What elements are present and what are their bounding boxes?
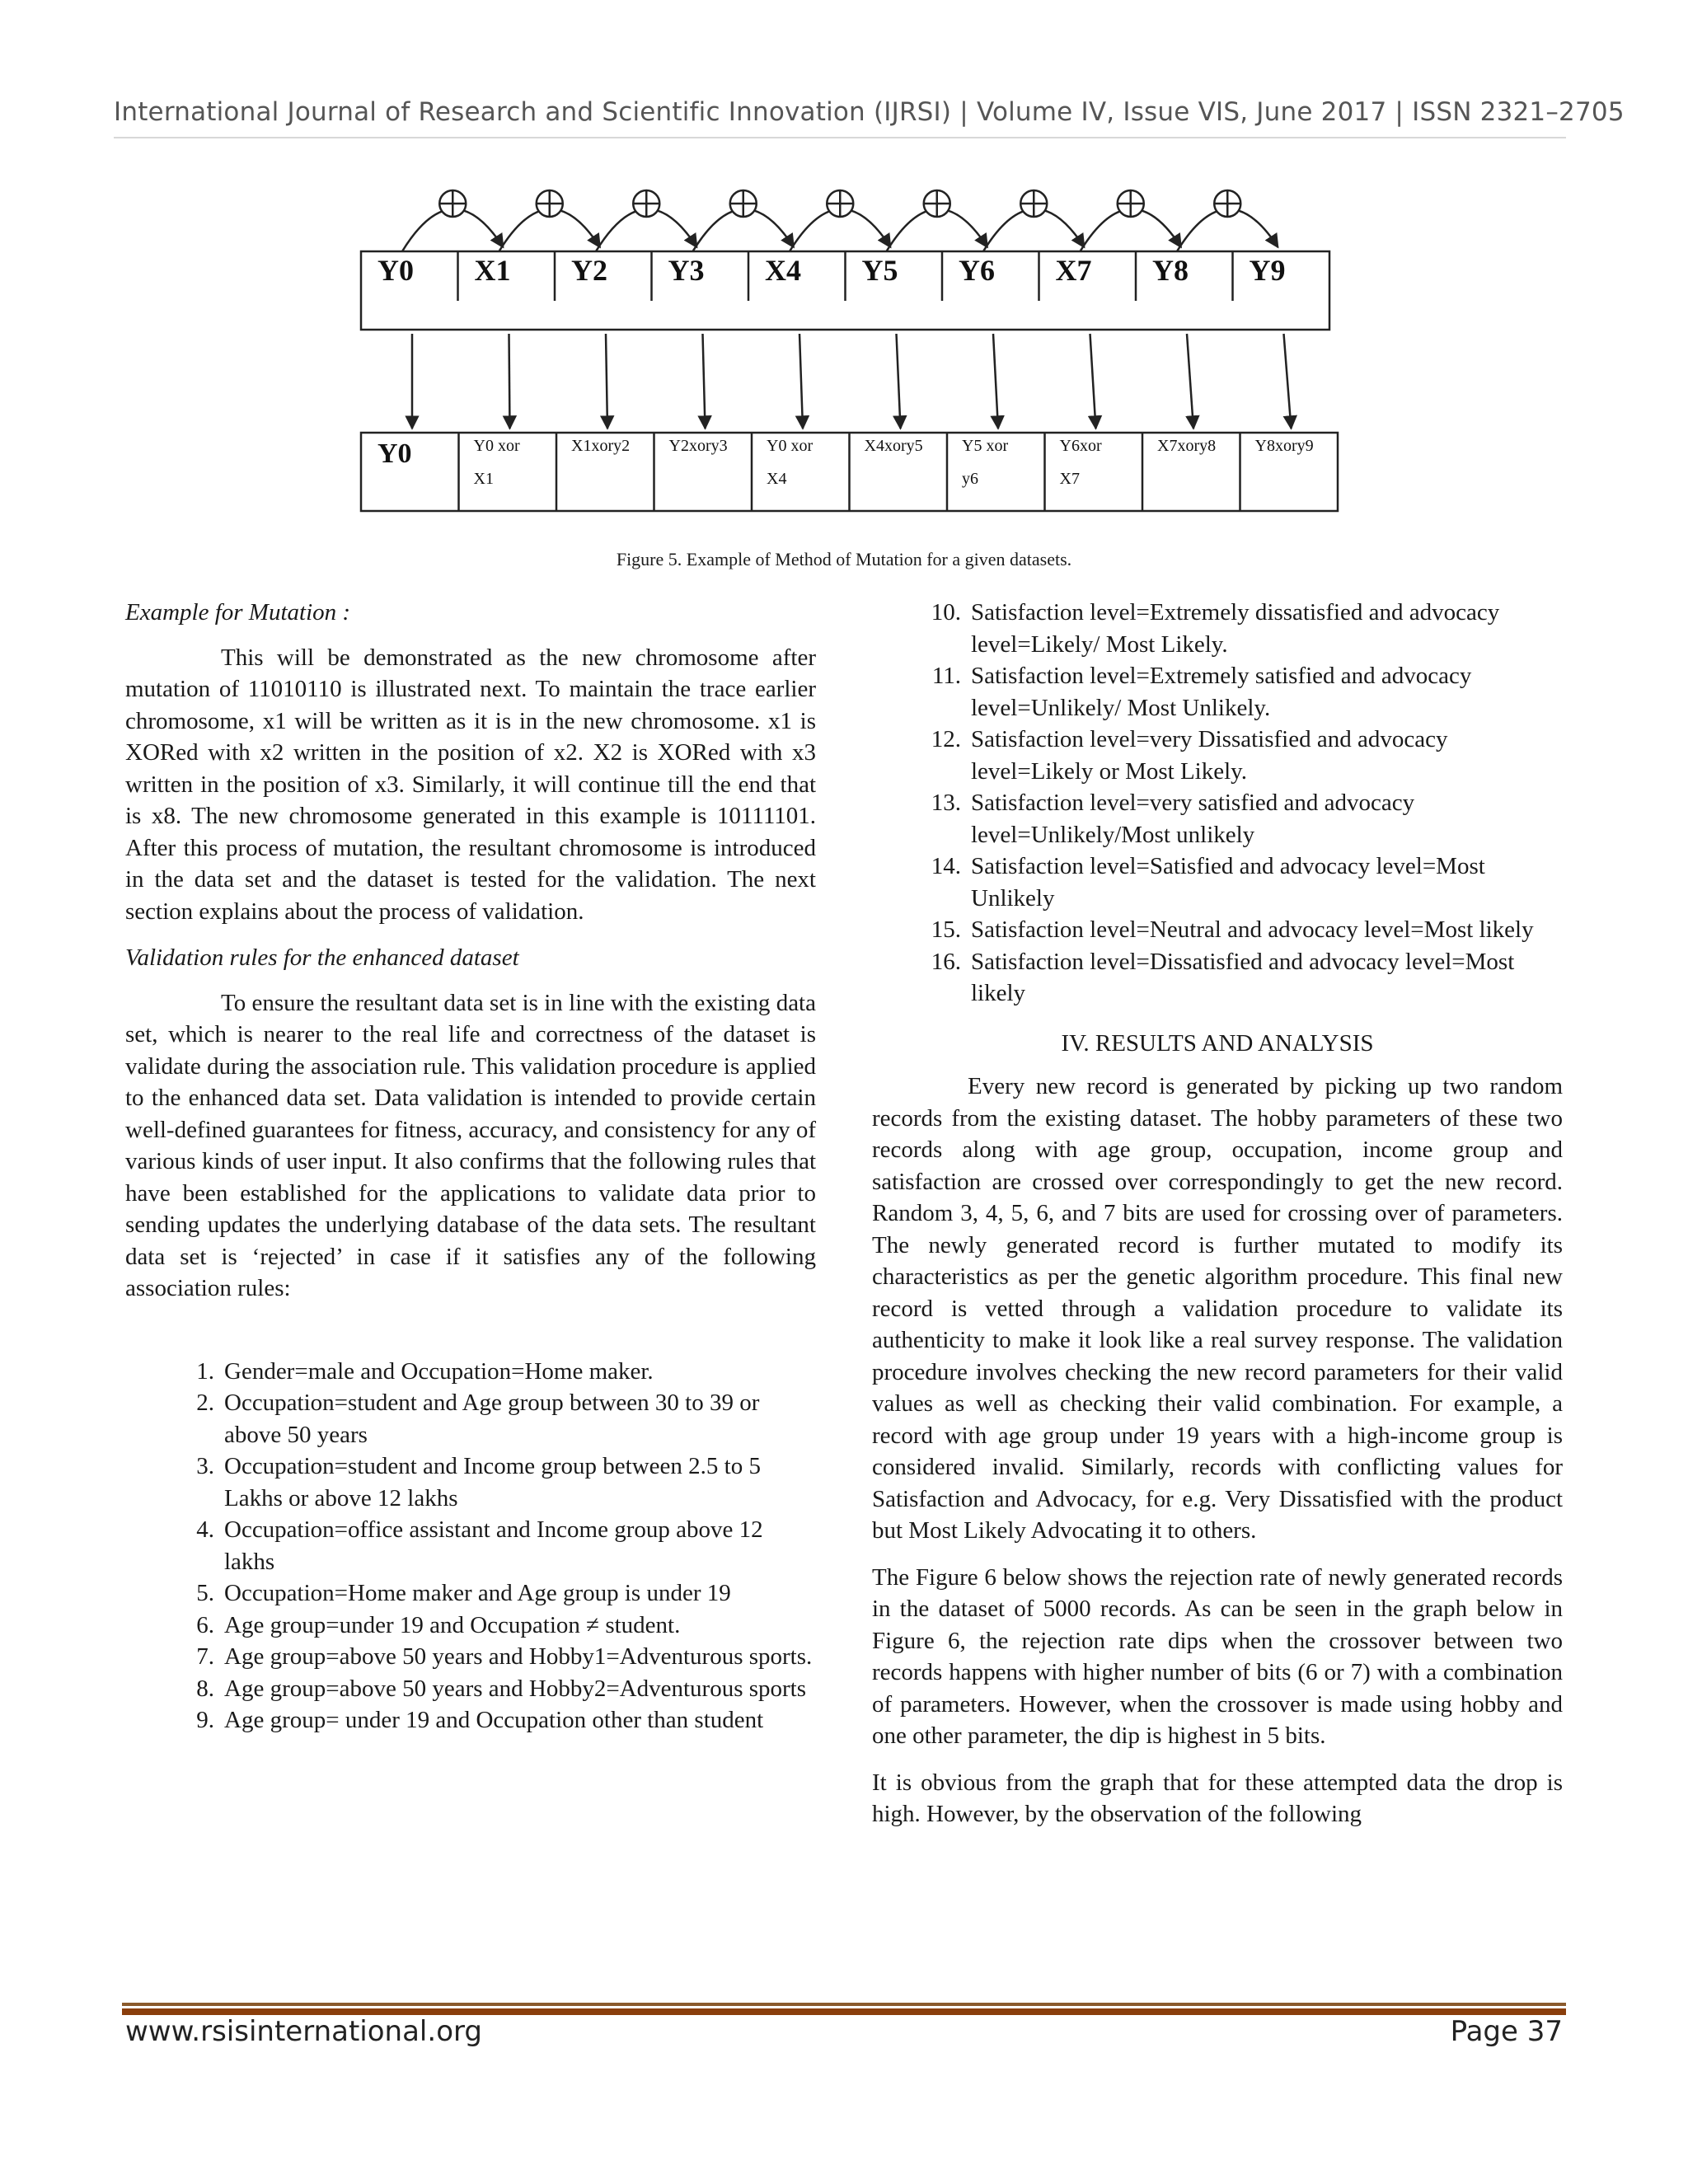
mutation-arrow <box>799 334 803 429</box>
mutation-arrow <box>1090 334 1096 429</box>
top-cell-label: Y9 <box>1249 254 1286 287</box>
rule-text: Age group= under 19 and Occupation other than student <box>224 1707 764 1733</box>
mutation-arrow <box>509 334 510 429</box>
mutation-arrow <box>1187 334 1193 429</box>
rule-number: 11. <box>931 663 961 689</box>
figure-caption: Figure 5. Example of Method of Mutation for a given datasets. <box>616 549 1072 569</box>
rule-text: Gender=male and Occupation=Home maker. <box>224 1357 654 1385</box>
rule-item <box>125 1610 816 1642</box>
rule-number: 9. <box>196 1707 214 1733</box>
page-number: Page 37 <box>1450 2015 1563 2048</box>
mutation-figure <box>354 173 1343 519</box>
left-column <box>125 597 816 1736</box>
results-paragraph-3: It is obvious from the graph that for these attempted data the drop is high. However, by the observation of the following <box>872 1769 1563 1827</box>
bottom-cell-label: Y2xory3 <box>668 437 728 455</box>
bottom-cell-label-line2: X4 <box>767 470 787 488</box>
footer-divider-top <box>122 2003 1566 2006</box>
rule-number: 8. <box>196 1675 214 1702</box>
validation-heading: Validation rules for the enhanced dataset <box>125 944 519 971</box>
mutation-arrow <box>606 334 607 429</box>
mutation-arrow <box>897 334 901 429</box>
rule-number: 16. <box>931 948 961 975</box>
rule-number: 3. <box>196 1453 214 1479</box>
rule-item <box>872 946 1563 1010</box>
rule-item <box>872 914 1563 946</box>
bottom-cell-label: Y0 xor <box>767 437 814 455</box>
rule-item <box>125 1673 816 1705</box>
rule-item <box>125 1641 816 1673</box>
bottom-cell-label-line2: X1 <box>473 470 494 488</box>
rule-number: 6. <box>196 1611 214 1638</box>
mutation-arrow <box>1284 334 1292 429</box>
rule-number: 2. <box>196 1390 214 1416</box>
section-heading: IV. RESULTS AND ANALYSIS <box>1061 1029 1374 1057</box>
mutation-arrow <box>993 334 998 429</box>
footer-url: www.rsisinternational.org <box>125 2015 482 2048</box>
rule-item <box>872 851 1563 914</box>
header-divider <box>114 137 1566 138</box>
rule-number: 1. <box>196 1357 214 1385</box>
rule-number: 14. <box>931 853 961 879</box>
bottom-cell-label: X1xory2 <box>571 437 631 455</box>
rule-text: Satisfaction level=Extremely satisfied and advocacy level=Unlikely/ Most Unlikely. <box>971 663 1472 721</box>
footer-divider-bottom <box>122 2008 1566 2015</box>
rule-number: 5. <box>196 1580 214 1606</box>
right-column <box>872 597 1563 1830</box>
top-cell-label: Y8 <box>1152 254 1189 287</box>
rule-item <box>872 660 1563 724</box>
rule-text: Age group=above 50 years and Hobby2=Adventurous sports <box>224 1675 807 1702</box>
rule-text: Occupation=student and Income group between 2.5 to 5 Lakhs or above 12 lakhs <box>224 1453 761 1511</box>
rules-list-left <box>125 1356 816 1736</box>
bottom-cell-label: Y8xory9 <box>1254 437 1314 455</box>
rule-number: 10. <box>931 599 961 626</box>
rule-text: Satisfaction level=very satisfied and advocacy level=Unlikely/Most unlikely <box>971 790 1415 848</box>
rule-item <box>125 1356 816 1388</box>
bottom-cell-label: Y0 <box>377 438 412 469</box>
rule-item <box>125 1577 816 1610</box>
rule-number: 4. <box>196 1516 214 1543</box>
rule-text: Satisfaction level=Extremely dissatisfied and advocacy level=Likely/ Most Likely. <box>971 599 1500 658</box>
example-paragraph: This will be demonstrated as the new chromosome after mutation of 11010110 is illustrated next. To maintain the trace earlier chromosome, x1 will be written as it is in the new chromosome. x1 is XORed with x2 written in the position of x2. X2 is XORed with x3 written in the position of x3. Similarly, it will continue till the end that is x8. The new chromosome generated in this example is 10111101. After this process of mutation, the resultant chromosome is introduced in the data set and the dataset is tested for the validation. The next section explains about the process of validation. <box>125 644 816 925</box>
rule-number: 7. <box>196 1643 214 1670</box>
top-cell-label: Y0 <box>377 254 414 287</box>
top-cell-label: X7 <box>1055 254 1092 287</box>
rule-text: Satisfaction level=very Dissatisfied and advocacy level=Likely or Most Likely. <box>971 726 1448 785</box>
top-cell-label: Y2 <box>571 254 607 287</box>
bottom-cell-label: X7xory8 <box>1157 437 1217 455</box>
rule-number: 13. <box>931 790 961 816</box>
rule-item <box>872 787 1563 851</box>
rule-item <box>125 1387 816 1451</box>
rule-text: Occupation=Home maker and Age group is under 19 <box>224 1580 731 1606</box>
mutation-arrow <box>703 334 706 429</box>
rule-number: 12. <box>931 726 961 752</box>
rule-text: Occupation=student and Age group between 30 to 39 or above 50 years <box>224 1390 760 1448</box>
mutation-diagram <box>354 173 1343 519</box>
rule-item <box>125 1514 816 1577</box>
rule-text: Age group=above 50 years and Hobby1=Adventurous sports. <box>224 1643 813 1670</box>
rules-list-right <box>872 597 1563 1010</box>
results-paragraph-1: Every new record is generated by picking up two random records from the existing dataset. The hobby parameters of these two records along with age group, occupation, income group and satisfaction are crossed over correspondingly to get the new record. Random 3, 4, 5, 6, and 7 bits are used for crossing over of parameters. The newly generated record is further mutated to modify its characteristics as per the genetic algorithm procedure. This final new record is vetted through a validation procedure to validate its authenticity to make it look like a real survey response. The validation procedure involves checking the new record parameters for their valid values as well as checking their valid combination. For example, a record with age group under 19 years with a high-income group is considered invalid. Similarly, records with conflicting values for Satisfaction and Advocacy, for e.g. Very Dissatisfied with the product but Most Likely Advocating it to others. <box>872 1073 1563 1544</box>
bottom-cell-label: X4xory5 <box>864 437 923 455</box>
top-cell-label: Y5 <box>861 254 898 287</box>
rule-text: Satisfaction level=Satisfied and advocacy level=Most Unlikely <box>971 853 1485 912</box>
running-header: International Journal of Research and Scientific Innovation (IJRSI) | Volume IV, Issue VIS, June 2017 | ISSN 2321–2705 <box>114 97 1625 127</box>
rule-number: 15. <box>931 916 961 943</box>
bottom-cell-label: Y6xor <box>1059 437 1102 455</box>
rule-text: Satisfaction level=Neutral and advocacy level=Most likely <box>971 916 1534 943</box>
bottom-cell-label-line2: X7 <box>1059 470 1080 488</box>
top-cell-label: Y3 <box>668 254 705 287</box>
validation-paragraph: To ensure the resultant data set is in line with the existing data set, which is nearer to the real life and correctness of the dataset is validate during the association rule. This validation procedure is applied to the enhanced data set. Data validation is intended to provide certain well-defined guarantees for fitness, accuracy, and consistency for any of various kinds of user input. It also confirms that the following rules that have been established for the applications to validate data prior to sending updates the underlying database of the data sets. The resultant data set is ‘rejected’ in case if it satisfies any of the following association rules: <box>125 989 816 1301</box>
top-cell-label: Y6 <box>959 254 995 287</box>
bottom-cell-label: Y5 xor <box>962 437 1009 455</box>
rule-item <box>872 597 1563 660</box>
rule-item <box>125 1704 816 1736</box>
example-heading: Example for Mutation : <box>125 599 351 626</box>
rule-item <box>125 1451 816 1514</box>
rule-text: Occupation=office assistant and Income group above 12 lakhs <box>224 1516 763 1575</box>
rule-item <box>872 724 1563 787</box>
bottom-cell-label: Y0 xor <box>473 437 520 455</box>
top-cell-label: X4 <box>765 254 801 287</box>
rule-text: Satisfaction level=Dissatisfied and advocacy level=Most likely <box>971 948 1515 1006</box>
bottom-cell-label-line2: y6 <box>962 470 978 488</box>
top-cell-label: X1 <box>474 254 511 287</box>
results-paragraph-2: The Figure 6 below shows the rejection rate of newly generated records in the dataset of 5000 records. As can be seen in the graph below in Figure 6, the rejection rate dips when the crossover between two records happens with higher number of bits (6 or 7) with a combination of parameters. However, when the crossover is made using hobby and one other parameter, the dip is highest in 5 bits. <box>872 1563 1563 1749</box>
rule-text: Age group=under 19 and Occupation ≠ student. <box>224 1611 681 1638</box>
